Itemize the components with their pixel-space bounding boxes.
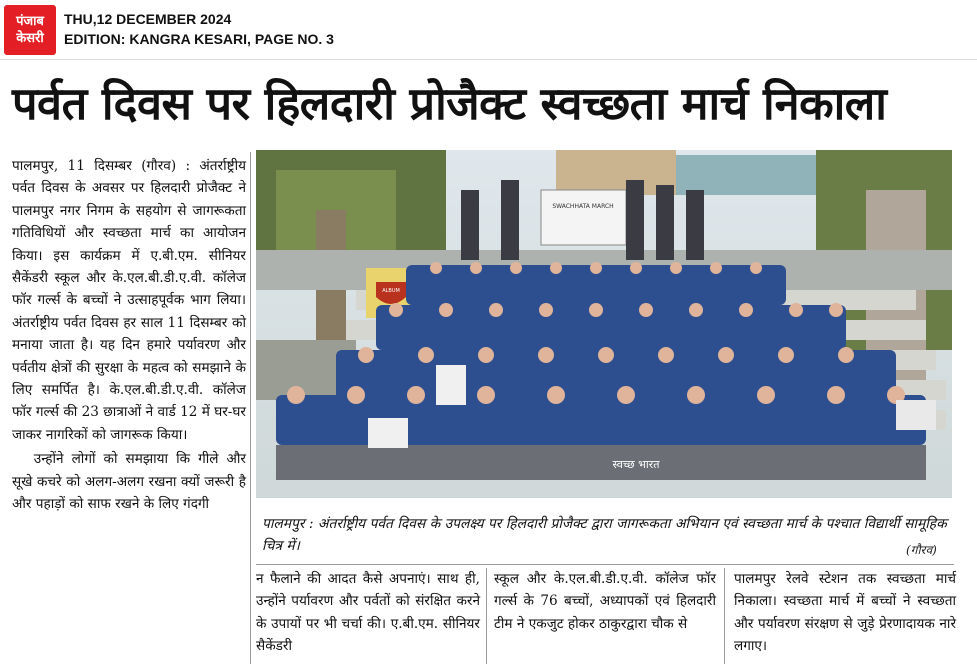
caption-divider (256, 564, 954, 565)
article-paragraph: न फैलाने की आदत कैसे अपनाएं। साथ ही, उन्होंने पर्यावरण और पर्वतों को संरक्षित करने के उपायों पर भी चर्चा की। ए.बी.एम. सीनियर सैकेंडरी (256, 571, 480, 655)
banner-text: SWACHHATA MARCH (552, 203, 614, 210)
logo-line-2: केसरी (16, 31, 44, 46)
article-paragraph: पालमपुर रेलवे स्टेशन तक स्वच्छता मार्च निकाला। स्वच्छता मार्च में बच्चों ने स्वच्छता और पर्यावरण संरक्षण से जुड़े प्रेरणादायक नारे लगाए। (734, 571, 956, 655)
edition-meta (64, 9, 334, 49)
column-divider (486, 568, 487, 664)
group-photo-illustration (256, 150, 952, 498)
column-divider (250, 152, 251, 664)
article-column-3 (494, 568, 716, 635)
publication-date: THU,12 DECEMBER 2024 (64, 11, 232, 27)
article-column-4 (734, 568, 956, 658)
logo-line-1: पंजाब (16, 14, 44, 29)
edition-info: EDITION: KANGRA KESARI, PAGE NO. 3 (64, 31, 334, 47)
step-text: स्वच्छ भारत (612, 458, 660, 471)
article-column-1 (12, 155, 246, 516)
article-paragraph: पालमपुर, 11 दिसम्बर (गौरव) : अंतर्राष्ट्रीय पर्वत दिवस के अवसर पर हिलदारी प्रोजैक्ट ने पालमपुर नगर निगम के सहयोग से जागरूकता गतिविधियों और स्वच्छता मार्च का आयोजन किया। इस कार्यक्रम में ए.बी.एम. सीनियर सैकेंडरी स्कूल और के.एल.बी.डी.ए.वी. कॉलेज फॉर गर्ल्स के बच्चों ने उत्साहपूर्वक भाग लिया। अंतर्राष्ट्रीय पर्वत दिवस हर साल 11 दिसम्बर को मनाया जाता है। यह दिन हमारे पर्यावरण और पर्वतीय क्षेत्रों की सुरक्षा के महत्व को समझाने के लिए समर्पित है। के.एल.बी.डी.ए.वी. कॉलेज फॉर गर्ल्स की 23 छात्राओं ने वार्ड 12 में घर-घर जाकर नागरिकों को जागरूक किया। (12, 158, 246, 443)
photo-credit: (गौरव) (906, 543, 937, 557)
group-photo (256, 150, 952, 498)
article-paragraph: स्कूल और के.एल.बी.डी.ए.वी. कॉलेज फॉर गर्ल्स के 76 बच्चों, अध्यापकों एवं हिलदारी टीम ने एकजुट होकर ठाकुरद्वारा चौक से (494, 571, 716, 632)
article-column-2 (256, 568, 480, 658)
punjab-kesari-logo (4, 5, 56, 55)
header-divider (0, 59, 977, 60)
photo-caption: पालमपुर : अंतर्राष्ट्रीय पर्वत दिवस के उपलक्ष्य पर हिलदारी प्रोजैक्ट द्वारा जागरूकता अभियान एवं स्वच्छता मार्च के पश्चात विद्यार्थी सामूहिक चित्र में। (262, 516, 947, 554)
headline: पर्वत दिवस पर हिलदारी प्रोजैक्ट स्वच्छता मार्च निकाला (12, 77, 887, 130)
article-paragraph: उन्होंने लोगों को समझाया कि गीले और सूखे कचरे को अलग-अलग रखना क्यों जरूरी है और पहाड़ों को साफ रखने के लिए गंदगी (12, 451, 246, 513)
shield-text: ALBUM (382, 288, 400, 294)
masthead (0, 0, 977, 58)
column-divider (724, 568, 725, 664)
